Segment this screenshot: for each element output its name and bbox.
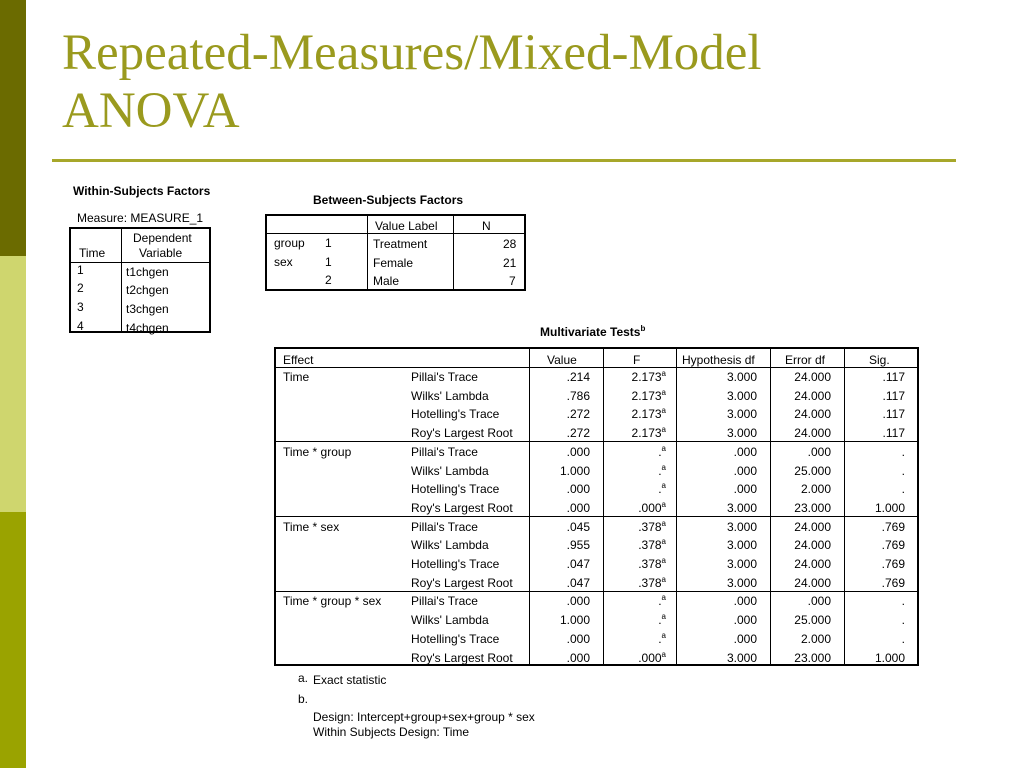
within-col-time: Time — [79, 246, 106, 260]
header-value: Value — [547, 353, 577, 367]
footnote-b-line-2: Within Subjects Design: Time — [313, 725, 470, 739]
cell-f — [658, 482, 666, 496]
cell-sig: .769 — [881, 575, 905, 590]
cell-hdf: 3.000 — [726, 519, 757, 534]
between-value: 2 — [325, 273, 332, 287]
between-label: Female — [373, 256, 414, 270]
cell-hdf: 3.000 — [726, 500, 757, 515]
title-line-1: Repeated-Measures/Mixed-Model — [62, 25, 762, 81]
cell-f-footnote: a — [661, 425, 666, 435]
multivariate-row — [276, 405, 917, 424]
header-hypothesis-df: Hypothesis df — [682, 353, 755, 367]
cell-test: Hotelling's Trace — [411, 631, 500, 646]
multivariate-caption — [540, 325, 645, 339]
footnote-a-text: Exact statistic — [313, 673, 387, 687]
cell-f-footnote: a — [661, 443, 666, 453]
header-error-df: Error df — [785, 353, 826, 367]
cell-edf: 23.000 — [794, 500, 831, 515]
cell-f-footnote: a — [661, 630, 666, 640]
cell-sig: .117 — [882, 388, 905, 403]
cell-value: .000 — [566, 500, 590, 515]
multivariate-row — [276, 555, 917, 574]
multivariate-row — [276, 424, 917, 443]
within-var: t3chgen — [126, 302, 169, 316]
cell-hdf: 3.000 — [726, 388, 757, 403]
cell-hdf: .000 — [733, 444, 757, 459]
cell-f-value: . — [658, 482, 662, 497]
cell-f-value: . — [658, 631, 662, 646]
cell-f-footnote: a — [661, 612, 666, 622]
between-subjects-table — [265, 214, 526, 291]
cell-test: Wilks' Lambda — [411, 613, 489, 628]
cell-f — [658, 594, 666, 608]
cell-edf: 24.000 — [794, 575, 831, 590]
cell-test: Roy's Largest Root — [411, 575, 513, 590]
cell-test: Pillai's Trace — [411, 594, 478, 609]
cell-hdf: 3.000 — [726, 538, 757, 553]
cell-f — [632, 407, 666, 421]
between-n: 21 — [503, 256, 517, 270]
cell-hdf: 3.000 — [726, 426, 757, 441]
cell-edf: 24.000 — [794, 426, 831, 441]
cell-sig: .117 — [882, 426, 905, 441]
cell-f-value: .378 — [638, 575, 662, 590]
multivariate-row — [276, 443, 917, 462]
within-col-dep-1: Dependent — [133, 231, 192, 245]
cell-test: Wilks' Lambda — [411, 388, 489, 403]
between-value: 1 — [325, 236, 332, 250]
within-subjects-table — [69, 227, 211, 333]
cell-value: .214 — [566, 370, 590, 384]
multivariate-caption-text: Multivariate Tests — [540, 325, 641, 339]
within-var: t2chgen — [126, 283, 169, 297]
cell-test: Roy's Largest Root — [411, 500, 513, 515]
cell-f — [638, 501, 666, 515]
cell-f-footnote: a — [661, 481, 666, 491]
cell-edf: 24.000 — [794, 388, 831, 403]
cell-f-value: 2.173 — [631, 426, 662, 441]
cell-hdf: 3.000 — [726, 370, 757, 384]
cell-edf: 2.000 — [800, 482, 831, 497]
between-col-label: Value Label — [375, 219, 438, 233]
between-label: Male — [373, 274, 400, 288]
within-caption: Within-Subjects Factors — [73, 184, 211, 198]
header-sig: Sig. — [869, 353, 890, 367]
cell-sig: .117 — [882, 370, 905, 384]
cell-hdf: 3.000 — [726, 557, 757, 571]
cell-sig: . — [901, 613, 905, 628]
multivariate-row — [276, 574, 917, 593]
cell-f-footnote: a — [661, 462, 666, 472]
cell-sig: .769 — [881, 538, 905, 553]
cell-value: .272 — [566, 426, 590, 441]
footnote-b-line-1: Design: Intercept+group+sex+group * sex — [313, 710, 535, 724]
cell-edf: 25.000 — [794, 463, 831, 478]
cell-edf: 2.000 — [800, 631, 831, 646]
cell-sig: . — [901, 444, 905, 459]
multivariate-row — [276, 462, 917, 481]
within-time: 4 — [77, 319, 84, 333]
header-f: F — [633, 353, 641, 367]
cell-hdf: .000 — [733, 594, 757, 609]
cell-f-footnote: a — [661, 574, 666, 584]
cell-test: Roy's Largest Root — [411, 650, 513, 665]
cell-value: .000 — [566, 650, 590, 665]
cell-f-footnote: a — [661, 406, 666, 416]
cell-f-footnote: a — [661, 556, 666, 565]
cell-f-footnote: a — [661, 518, 666, 528]
between-n: 28 — [503, 237, 517, 251]
header-effect: Effect — [283, 353, 314, 367]
multivariate-row — [276, 518, 917, 537]
cell-edf: 24.000 — [794, 557, 831, 571]
cell-f — [638, 576, 666, 590]
cell-f — [638, 538, 666, 552]
cell-edf: 24.000 — [794, 519, 831, 534]
multivariate-row — [276, 611, 917, 630]
cell-test: Pillai's Trace — [411, 519, 478, 534]
cell-test: Pillai's Trace — [411, 444, 478, 459]
cell-hdf: 3.000 — [726, 650, 757, 665]
footnote-a-mark: a. — [298, 671, 309, 685]
within-measure: Measure: MEASURE_1 — [77, 211, 204, 225]
between-col-n: N — [482, 219, 491, 233]
cell-value: .045 — [566, 519, 590, 534]
cell-value: .955 — [566, 538, 590, 553]
cell-effect: Time — [283, 370, 310, 384]
cell-f — [632, 370, 666, 384]
footnote-b-mark: b. — [298, 692, 309, 706]
cell-edf: .000 — [807, 594, 831, 609]
cell-f-value: .378 — [638, 538, 662, 553]
cell-sig: . — [901, 463, 905, 478]
cell-test: Hotelling's Trace — [411, 407, 500, 422]
cell-test: Wilks' Lambda — [411, 538, 489, 553]
cell-test: Pillai's Trace — [411, 370, 478, 384]
cell-sig: 1.000 — [874, 500, 905, 515]
title-line-2: ANOVA — [62, 83, 240, 139]
cell-f-footnote: a — [661, 499, 666, 509]
cell-sig: . — [901, 594, 905, 609]
cell-f — [658, 464, 666, 478]
cell-test: Hotelling's Trace — [411, 557, 500, 571]
cell-value: .786 — [566, 388, 590, 403]
multivariate-row — [276, 387, 917, 406]
cell-f-value: . — [658, 444, 662, 459]
cell-edf: 24.000 — [794, 538, 831, 553]
cell-f — [658, 632, 666, 646]
cell-f — [638, 520, 666, 534]
cell-f-footnote: a — [661, 387, 666, 397]
cell-edf: 24.000 — [794, 407, 831, 422]
cell-edf: 24.000 — [794, 370, 831, 384]
cell-sig: . — [901, 482, 905, 497]
cell-f — [658, 613, 666, 627]
multivariate-tests-table — [274, 347, 919, 666]
cell-hdf: .000 — [733, 613, 757, 628]
decor-stripe-top — [0, 0, 26, 256]
multivariate-row — [276, 630, 917, 649]
cell-f — [632, 389, 666, 403]
cell-f — [638, 651, 666, 665]
cell-test: Wilks' Lambda — [411, 463, 489, 478]
cell-f-value: .378 — [638, 557, 662, 571]
cell-test: Hotelling's Trace — [411, 482, 500, 497]
cell-f-footnote: a — [661, 369, 666, 378]
between-factor: sex — [274, 255, 293, 269]
cell-f-value: . — [658, 613, 662, 628]
within-col-dep-2: Variable — [139, 246, 183, 260]
cell-f-value: . — [658, 594, 662, 609]
multivariate-row — [276, 649, 917, 668]
cell-value: 1.000 — [559, 463, 590, 478]
within-time: 1 — [77, 263, 84, 277]
cell-f — [632, 426, 666, 440]
cell-edf: .000 — [807, 444, 831, 459]
cell-f — [638, 557, 666, 571]
within-var: t1chgen — [126, 265, 169, 279]
cell-effect: Time * group * sex — [283, 594, 382, 609]
cell-value: .047 — [566, 557, 590, 571]
cell-f-value: 2.173 — [631, 370, 662, 384]
cell-value: .047 — [566, 575, 590, 590]
cell-sig: .769 — [881, 519, 905, 534]
cell-value: .000 — [566, 482, 590, 497]
multivariate-row — [276, 480, 917, 499]
cell-f-value: 2.173 — [631, 407, 662, 422]
between-value: 1 — [325, 255, 332, 269]
cell-f-value: .000 — [638, 650, 662, 665]
cell-sig: .769 — [881, 557, 905, 571]
multivariate-caption-sup: b — [640, 324, 646, 333]
cell-test: Roy's Largest Root — [411, 426, 513, 441]
multivariate-row — [276, 499, 917, 518]
multivariate-row — [276, 536, 917, 555]
cell-hdf: .000 — [733, 631, 757, 646]
between-label: Treatment — [373, 237, 428, 251]
title-divider — [52, 159, 956, 162]
between-caption: Between-Subjects Factors — [313, 193, 464, 207]
cell-value: .000 — [566, 594, 590, 609]
within-var: t4chgen — [126, 321, 169, 335]
cell-f — [658, 445, 666, 459]
cell-f-footnote: a — [661, 649, 666, 659]
cell-edf: 23.000 — [794, 650, 831, 665]
cell-f-value: . — [658, 463, 662, 478]
cell-value: .000 — [566, 444, 590, 459]
cell-hdf: 3.000 — [726, 575, 757, 590]
cell-f-value: .378 — [638, 519, 662, 534]
cell-value: 1.000 — [559, 613, 590, 628]
between-n: 7 — [509, 274, 516, 288]
cell-hdf: 3.000 — [726, 407, 757, 422]
multivariate-row — [276, 592, 917, 611]
cell-f-value: 2.173 — [631, 388, 662, 403]
cell-effect: Time * sex — [283, 519, 340, 534]
cell-hdf: .000 — [733, 463, 757, 478]
cell-sig: 1.000 — [874, 650, 905, 665]
multivariate-row — [276, 368, 917, 387]
within-time: 2 — [77, 281, 84, 295]
cell-effect: Time * group — [283, 444, 352, 459]
within-time: 3 — [77, 300, 84, 314]
cell-f-footnote: a — [661, 537, 666, 547]
cell-f-value: .000 — [638, 500, 662, 515]
cell-sig: .117 — [882, 407, 905, 422]
cell-value: .272 — [566, 407, 590, 422]
cell-edf: 25.000 — [794, 613, 831, 628]
decor-stripe-middle — [0, 256, 26, 512]
slide-title — [62, 24, 762, 140]
cell-sig: . — [901, 631, 905, 646]
decor-stripe-bottom — [0, 512, 26, 768]
between-factor: group — [274, 236, 305, 250]
cell-f-footnote: a — [661, 593, 666, 603]
cell-hdf: .000 — [733, 482, 757, 497]
cell-value: .000 — [566, 631, 590, 646]
